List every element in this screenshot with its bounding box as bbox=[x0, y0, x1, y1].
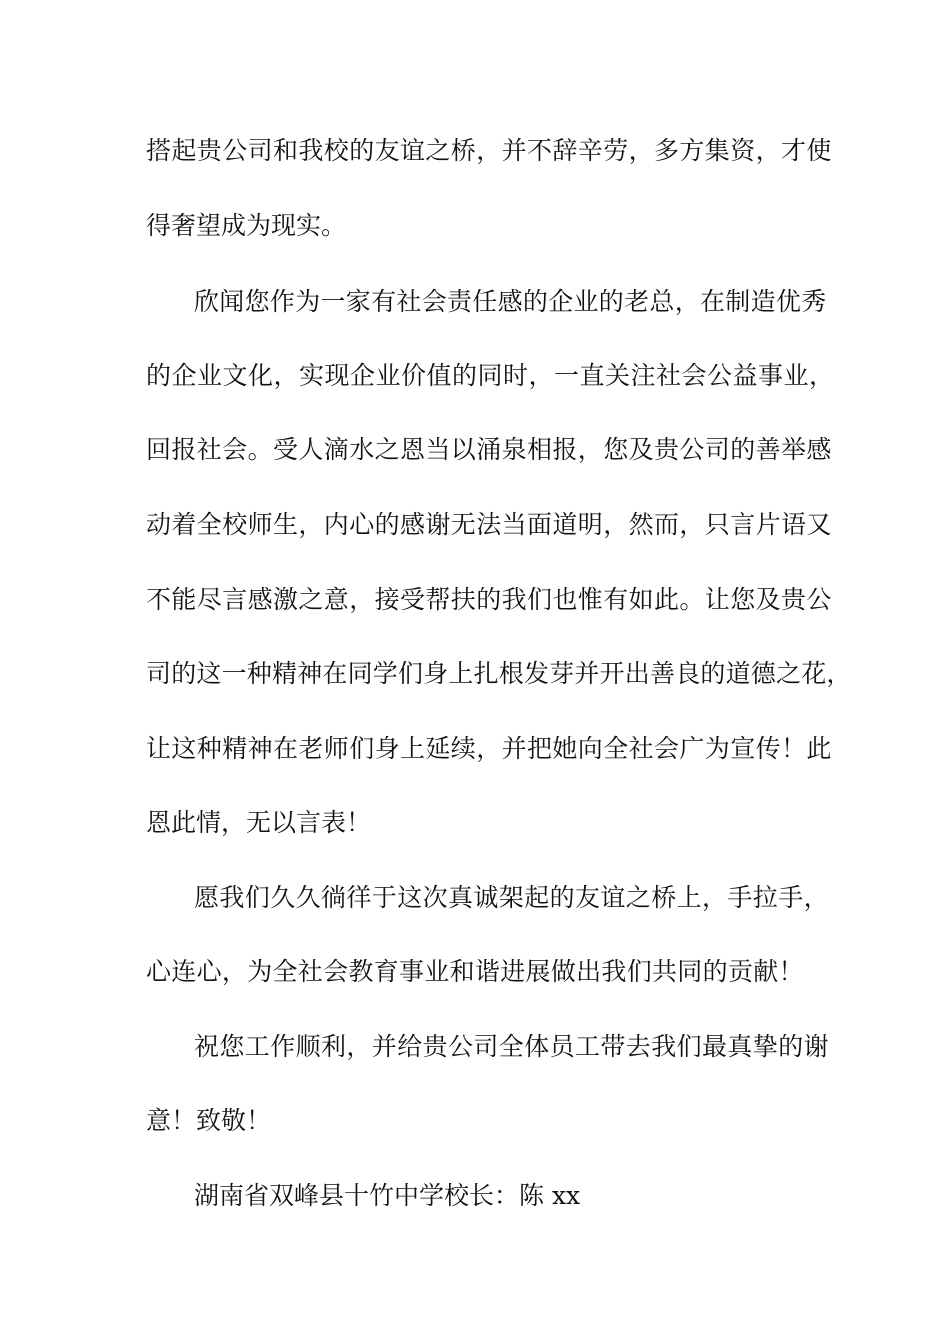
text-line: 回报社会。受人滴水之恩当以涌泉相报，您及贵公司的善举感 bbox=[146, 435, 832, 464]
text-line: 恩此情，无以言表！ bbox=[146, 808, 372, 837]
signature-line: 湖南省双峰县十竹中学校长：陈 xx bbox=[194, 1181, 581, 1210]
text-line: 动着全校师生，内心的感谢无法当面道明，然而，只言片语又 bbox=[146, 510, 832, 539]
text-line: 司的这一种精神在同学们身上扎根发芽并开出善良的道德之花， bbox=[146, 659, 852, 688]
text-line: 得奢望成为现实。 bbox=[146, 211, 347, 240]
text-line: 意！致敬！ bbox=[146, 1106, 272, 1135]
text-line: 心连心，为全社会教育事业和谐进展做出我们共同的贡献！ bbox=[146, 957, 804, 986]
text-line: 不能尽言感激之意，接受帮扶的我们也惟有如此。让您及贵公 bbox=[146, 585, 832, 614]
text-line: 的企业文化，实现企业价值的同时，一直关注社会公益事业， bbox=[146, 361, 835, 390]
text-line: 搭起贵公司和我校的友谊之桥，并不辞辛劳，多方集资，才使 bbox=[146, 136, 832, 165]
paragraph-start-line: 愿我们久久徜徉于这次真诚架起的友谊之桥上，手拉手， bbox=[194, 883, 830, 912]
text-line: 让这种精神在老师们身上延续，并把她向全社会广为宣传！此 bbox=[146, 734, 832, 763]
paragraph-start-line: 祝您工作顺利，并给贵公司全体员工带去我们最真挚的谢 bbox=[194, 1032, 830, 1061]
paragraph-start-line: 欣闻您作为一家有社会责任感的企业的老总，在制造优秀 bbox=[194, 287, 827, 316]
